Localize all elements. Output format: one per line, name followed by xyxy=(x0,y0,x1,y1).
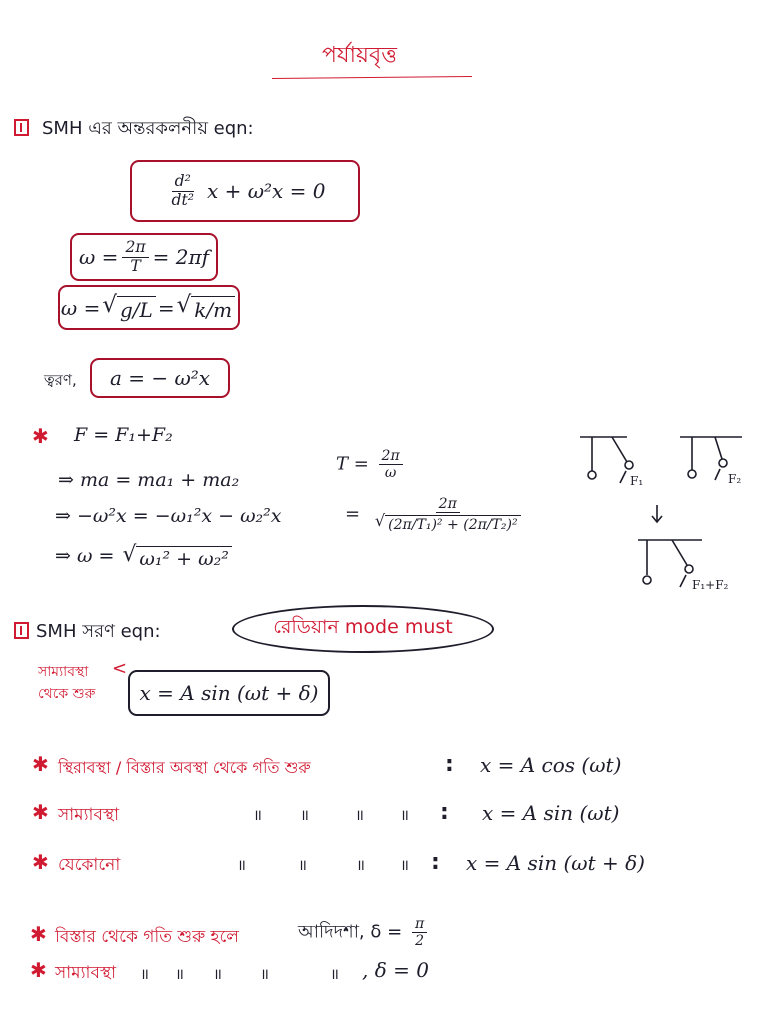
ditto-mark: ॥ xyxy=(300,806,309,824)
case-equation: x = A cos (ωt) xyxy=(480,753,622,777)
case-label: সাম্যাবস্থা xyxy=(58,805,120,825)
omega-root-box xyxy=(58,285,240,330)
radian-mode-note xyxy=(232,605,494,653)
ditto-mark: ॥ xyxy=(175,965,184,983)
star-icon: ✱ xyxy=(32,752,49,776)
diagram-label-f1: F₁ xyxy=(630,474,644,488)
two-pi-over-t-fraction xyxy=(122,239,148,276)
fraction-numerator: 2π xyxy=(436,496,460,513)
fraction-numerator: d² xyxy=(172,173,194,192)
acceleration-label: ত্বরণ, xyxy=(44,371,77,389)
star-icon: ✱ xyxy=(30,922,47,946)
initial-phase-text: আদিদশা, δ = xyxy=(298,921,403,943)
radicand: (2π/T₁)² + (2π/T₂)² xyxy=(385,515,521,533)
equals-sign: = xyxy=(157,295,175,320)
ditto-mark: ॥ xyxy=(298,856,307,874)
phase-note-label: সাম্যাবস্থা xyxy=(55,963,117,983)
acceleration-box xyxy=(90,358,230,398)
ditto-mark: ॥ xyxy=(260,965,269,983)
ditto-mark: ॥ xyxy=(356,856,365,874)
radical-sign-icon: √ xyxy=(176,291,192,318)
radical-sign-icon: √ xyxy=(374,511,386,531)
diagram-one xyxy=(580,437,633,483)
fraction-denominator: ω xyxy=(384,465,397,482)
ditto-mark: ॥ xyxy=(140,965,149,983)
displacement-equation: x = A sin (ωt + δ) xyxy=(139,681,319,705)
fraction-numerator: π xyxy=(412,916,427,933)
fraction-denominator: T xyxy=(130,256,141,275)
ditto-mark: ॥ xyxy=(400,806,409,824)
ditto-mark: ॥ xyxy=(237,856,246,874)
equals-sign: = xyxy=(345,503,361,525)
equation-lhs: ⇒ ω = xyxy=(55,545,115,567)
star-icon: ✱ xyxy=(32,800,49,824)
combined-period-fraction xyxy=(370,496,526,533)
section-marker-icon xyxy=(14,622,29,639)
ditto-mark: ॥ xyxy=(400,856,409,874)
differential-equation-box xyxy=(130,160,360,222)
equation-rest: x + ω²x = 0 xyxy=(206,179,326,203)
title-underline xyxy=(272,76,472,79)
zero-phase-text: , δ = 0 xyxy=(362,958,429,982)
star-icon: ✱ xyxy=(32,424,49,448)
ditto-mark: ॥ xyxy=(253,806,262,824)
fraction-numerator: 2π xyxy=(122,239,148,258)
smh-differential-heading: SMH এর অন্তরকলনীয় eqn: xyxy=(42,118,254,139)
radicand: ω₁² + ω₂² xyxy=(136,546,231,570)
omega-period-box xyxy=(70,233,218,281)
side-note-arrow-icon: < xyxy=(112,658,128,679)
combined-omega-line xyxy=(55,544,234,570)
equation-lhs: ω = xyxy=(60,295,101,320)
fraction-denominator: 2 xyxy=(415,933,425,950)
second-derivative-fraction xyxy=(168,173,197,210)
star-icon: ✱ xyxy=(32,850,49,874)
diagram-label-f-sum: F₁+F₂ xyxy=(692,578,729,592)
sqrt-g-over-l xyxy=(102,291,155,322)
star-icon: ✱ xyxy=(30,958,47,982)
fraction-denominator: dt² xyxy=(171,190,194,209)
combined-period-line xyxy=(345,496,530,533)
phase-note-label: বিস্তার থেকে গতি শুরু হলে xyxy=(55,927,239,947)
radical-sign-icon: √ xyxy=(102,291,117,318)
two-pi-over-omega-fraction xyxy=(379,448,403,481)
radicand: k/m xyxy=(191,296,235,322)
equation-lhs: ω = xyxy=(79,245,119,269)
displacement-equation-box xyxy=(128,670,330,716)
smh-displacement-heading: SMH সরণ eqn: xyxy=(36,621,161,642)
case-separator: : xyxy=(440,800,449,825)
case-separator: : xyxy=(431,850,440,875)
sqrt-k-over-m xyxy=(176,291,235,322)
side-note-line-1: সাম্যাবস্থা xyxy=(38,664,89,680)
mass-acceleration-line: ⇒ ma = ma₁ + ma₂ xyxy=(58,469,240,491)
force-diagram xyxy=(570,425,760,610)
side-note-line-2: থেকে শুরু xyxy=(38,686,96,702)
force-sum-line: F = F₁+F₂ xyxy=(74,424,173,446)
case-equation: x = A sin (ωt) xyxy=(482,801,620,825)
period-line xyxy=(336,448,407,481)
sqrt-omega-sum xyxy=(122,544,231,570)
equation-rhs: = 2πf xyxy=(152,245,209,269)
down-arrow-icon xyxy=(652,505,662,522)
acceleration-equation: a = − ω²x xyxy=(109,366,211,390)
case-label: স্থিরাবস্থা / বিস্তার অবস্থা থেকে গতি শুরু xyxy=(58,758,311,777)
pi-over-two-fraction xyxy=(412,916,427,949)
case-equation: x = A sin (ωt + δ) xyxy=(466,851,645,875)
page-title: পর্যায়বৃত্ত xyxy=(322,43,397,68)
radical-sign-icon: √ xyxy=(122,542,137,567)
radicand: g/L xyxy=(117,296,156,322)
ditto-mark: ॥ xyxy=(330,965,339,983)
equation-lhs: T = xyxy=(336,453,369,475)
diagram-label-f2: F₂ xyxy=(728,472,742,486)
ditto-mark: ॥ xyxy=(213,965,222,983)
case-separator: : xyxy=(445,752,454,777)
sqrt-period-sum xyxy=(372,513,524,533)
section-marker-icon xyxy=(14,119,29,136)
initial-phase-line xyxy=(298,916,431,949)
radian-mode-text: রেডিয়ান mode must xyxy=(273,616,453,638)
case-label: যেকোনো xyxy=(58,855,121,875)
ditto-mark: ॥ xyxy=(355,806,364,824)
omega-squared-line: ⇒ −ω²x = −ω₁²x − ω₂²x xyxy=(55,505,282,527)
fraction-numerator: 2π xyxy=(379,448,403,465)
